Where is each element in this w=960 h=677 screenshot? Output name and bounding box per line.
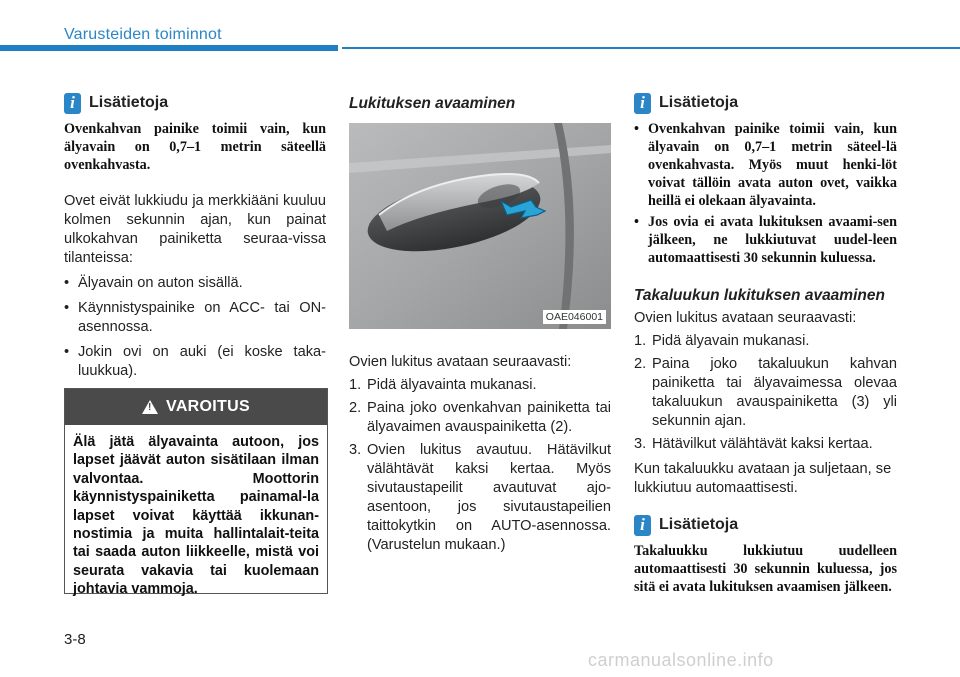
list-item: 1. Pidä älyavainta mukanasi.	[349, 377, 537, 393]
info-note: Ovenkahvan painike toimii vain, kun älyavain on 0,7–1 metrin säteellä ovenkahvasta.	[64, 121, 326, 173]
paragraph: Ovet eivät lukkiudu ja merkkiääni kuuluu kolmen sekunnin ajan, kun painat ulkokahvan painiketta seuraa-vissa tilanteissa:	[64, 193, 326, 266]
warning-text: Älä jätä älyavainta autoon, jos lapset jäävät auton sisätilaan ilman valvontaa. Moottorin käynnistyspainiketta painamal-la lapset voivat käyttää ikkunan-nostimia ja muita hallintalait-teita tai saada auton liikkeelle, mistä voi seurata vakavia tai kuolemaan johtavia vammoja.	[73, 434, 319, 598]
warning-box	[64, 388, 328, 598]
list-item: • Älyavain on auton sisällä.	[64, 274, 326, 293]
watermark: carmanualsonline.info	[588, 650, 774, 670]
column-left	[64, 92, 326, 381]
list-item: • Jokin ovi on auki (ei koske taka-luukkua).	[64, 343, 326, 381]
bullet-list	[64, 274, 326, 381]
warning-label: VAROITUS	[166, 398, 250, 415]
section-title: Varusteiden toiminnot	[64, 26, 222, 43]
section-heading: Lukituksen avaaminen	[349, 95, 516, 112]
list-item: 2. Paina joko takaluukun kahvan painiketta tai älyavaimessa olevaa takaluukun avauspainiketta (3) yli sekunnin ajan.	[634, 356, 897, 429]
info-title: Lisätietoja	[89, 94, 169, 111]
list-item: • Ovenkahvan painike toimii vain, kun älyavain on 0,7–1 metrin säteel-lä ovenkahvasta. Myös muut henki-löt voivat tällöin avata auton ovet, vaikka heillä ei olekaan älyavainta.	[634, 120, 897, 210]
info-heading	[64, 92, 326, 114]
info-bullet-list	[634, 120, 897, 267]
info-note: Takaluukku lukkiutuu uudelleen automaattisesti 30 sekunnin kuluessa, jos sitä ei avata lukituksen avaamisen jälkeen.	[634, 543, 897, 595]
image-code: OAE046001	[543, 310, 606, 324]
steps-list	[349, 376, 611, 555]
steps-list	[634, 332, 897, 454]
header-accent-bar	[0, 45, 338, 51]
info-icon: i	[634, 515, 651, 536]
list-item: • Käynnistyspainike on ACC- tai ON-asennossa.	[64, 299, 326, 337]
warning-icon: !	[142, 400, 158, 414]
column-right	[634, 92, 897, 596]
info-icon: i	[634, 93, 651, 114]
list-item: 2. Paina joko ovenkahvan painiketta tai älyavaimen avauspainiketta (2).	[349, 400, 611, 435]
info-heading	[634, 514, 897, 536]
section-heading: Takaluukun lukituksen avaaminen	[634, 287, 885, 304]
info-title: Lisätietoja	[659, 94, 739, 111]
paragraph: Kun takaluukku avataan ja suljetaan, se lukkiutuu automaattisesti.	[634, 461, 892, 496]
door-handle-illustration	[349, 123, 611, 329]
info-title: Lisätietoja	[659, 516, 739, 533]
info-icon: i	[64, 93, 81, 114]
list-item: 3. Hätävilkut välähtävät kaksi kertaa.	[634, 436, 873, 452]
page-number: 3-8	[64, 631, 86, 648]
door-handle-image	[349, 123, 611, 329]
list-item: • Jos ovia ei avata lukituksen avaami-sen jälkeen, ne lukkiutuvat uudel-leen automaattisesti 30 sekunnin kuluessa.	[634, 213, 897, 267]
info-heading	[634, 92, 897, 114]
column-middle	[349, 92, 611, 555]
header-divider-line	[342, 47, 960, 49]
list-item: 3. Ovien lukitus avautuu. Hätävilkut välähtävät kaksi kertaa. Myös sivutaustapeilit avautuvat ajo-asentoon, jos sivutaustapeilien taittokytkin on AUTO-asennossa. (Varustelun mukaan.)	[349, 442, 611, 553]
list-item: 1. Pidä älyavain mukanasi.	[634, 333, 810, 349]
warning-header	[65, 389, 327, 425]
intro-text: Ovien lukitus avataan seuraavasti:	[349, 354, 572, 370]
intro-text: Ovien lukitus avataan seuraavasti:	[634, 310, 857, 326]
